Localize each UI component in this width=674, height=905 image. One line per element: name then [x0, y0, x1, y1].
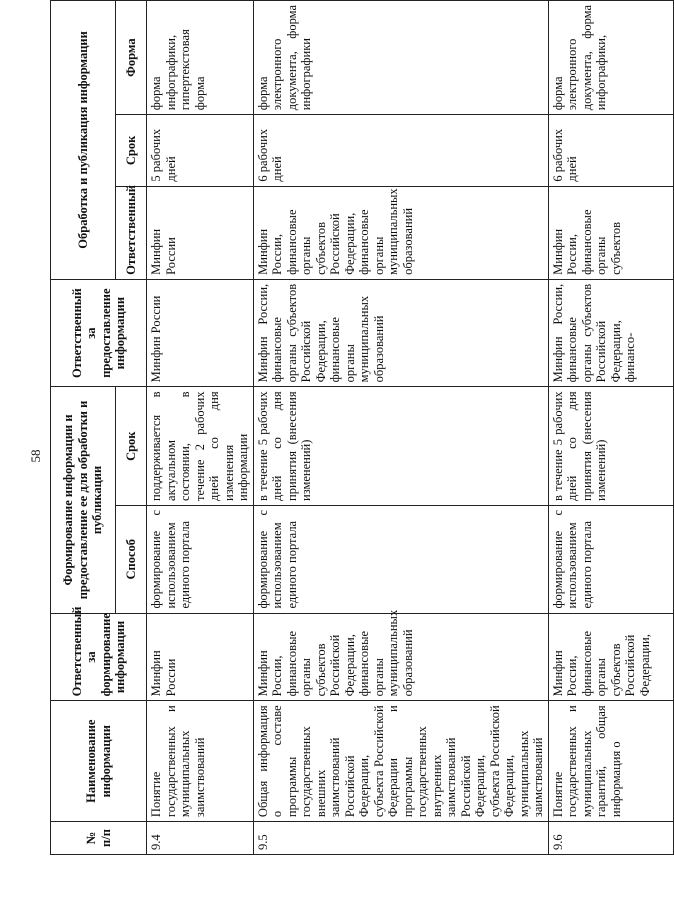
table-row	[147, 1, 254, 855]
header-row-top	[51, 1, 116, 855]
cell-resp-form: Минфин России, финансовые органы субъектов Российской Федерации, финансовые органы муниципальных образований	[253, 613, 548, 701]
cell-resp: Минфин России, финансовые органы субъектов	[548, 186, 673, 279]
cell-num: 9.4	[147, 822, 254, 855]
cell-resp-form: Минфин России, финансовые органы субъектов Российской Федерации,	[548, 613, 673, 701]
cell-resp: Минфин России	[147, 186, 254, 279]
cell-resp-provide: Минфин России	[147, 279, 254, 387]
rotated-table-wrapper	[50, 0, 652, 855]
cell-method: формирование с использованием единого портала	[147, 505, 254, 613]
cell-form: форма электронного документа, форма инфографики,	[548, 1, 673, 115]
cell-form: форма электронного документа, форма инфографики	[253, 1, 548, 115]
header-method: Способ	[116, 505, 147, 613]
header-resp: Ответственный	[116, 186, 147, 279]
cell-resp-provide: Минфин России, финансовые органы субъектов Российской Федерации, финансо-	[548, 279, 673, 387]
header-name: Наименование информации	[51, 701, 147, 822]
header-processing-group: Обработка и публикация информации	[51, 1, 116, 280]
cell-deadline: поддерживается в актуальном состоянии, в течение 2 рабочих дней со дня изменения информации	[147, 387, 254, 506]
header-deadline2: Срок	[116, 115, 147, 186]
cell-method: формирование с использованием единого портала	[548, 505, 673, 613]
header-resp-form: Ответственный за формирование информации	[51, 613, 147, 701]
page-number: 58	[28, 449, 43, 463]
table-row	[548, 1, 673, 855]
cell-name: Понятие государственных и муниципальных заимствований	[147, 701, 254, 822]
cell-resp: Минфин России, финансовые органы субъектов Российской Федерации, финансовые органы муниципальных образований	[253, 186, 548, 279]
cell-resp-provide: Минфин России, финансовые органы субъектов Российской Федерации, финансовые органы муниципальных образований	[253, 279, 548, 387]
header-num: № п/п	[51, 822, 147, 855]
cell-name: Понятие государственных и муниципальных гарантий, общая информация о	[548, 701, 673, 822]
cell-deadline: в течение 5 рабочих дней со дня принятия (внесения изменений)	[253, 387, 548, 506]
table-row	[253, 1, 548, 855]
cell-method: формирование с использованием единого портала	[253, 505, 548, 613]
header-deadline: Срок	[116, 387, 147, 506]
cell-num: 9.5	[253, 822, 548, 855]
cell-name: Общая информация о составе программы государственных внешних заимствований Российской Федерации, субъекта Российской Федерации и программы государственных внутренних заимствований Российской Федерации, субъекта Российской Федерации, муниципальных заимствований	[253, 701, 548, 822]
cell-deadline2: 5 рабочих дней	[147, 115, 254, 186]
header-form: Форма	[116, 1, 147, 115]
header-resp-provide: Ответственный за предоставление информации	[51, 279, 147, 387]
cell-resp-form: Минфин России	[147, 613, 254, 701]
cell-form: форма инфографики, гипертекстовая форма	[147, 1, 254, 115]
rotated-page	[50, 0, 652, 905]
header-formation-group: Формирование информации и предоставление ее для обработки и публикации	[51, 387, 116, 613]
cell-deadline2: 6 рабочих дней	[548, 115, 673, 186]
cell-deadline: в течение 5 рабочих дней со дня принятия (внесения изменений)	[548, 387, 673, 506]
cell-num: 9.6	[548, 822, 673, 855]
cell-deadline2: 6 рабочих дней	[253, 115, 548, 186]
information-table	[50, 0, 674, 855]
